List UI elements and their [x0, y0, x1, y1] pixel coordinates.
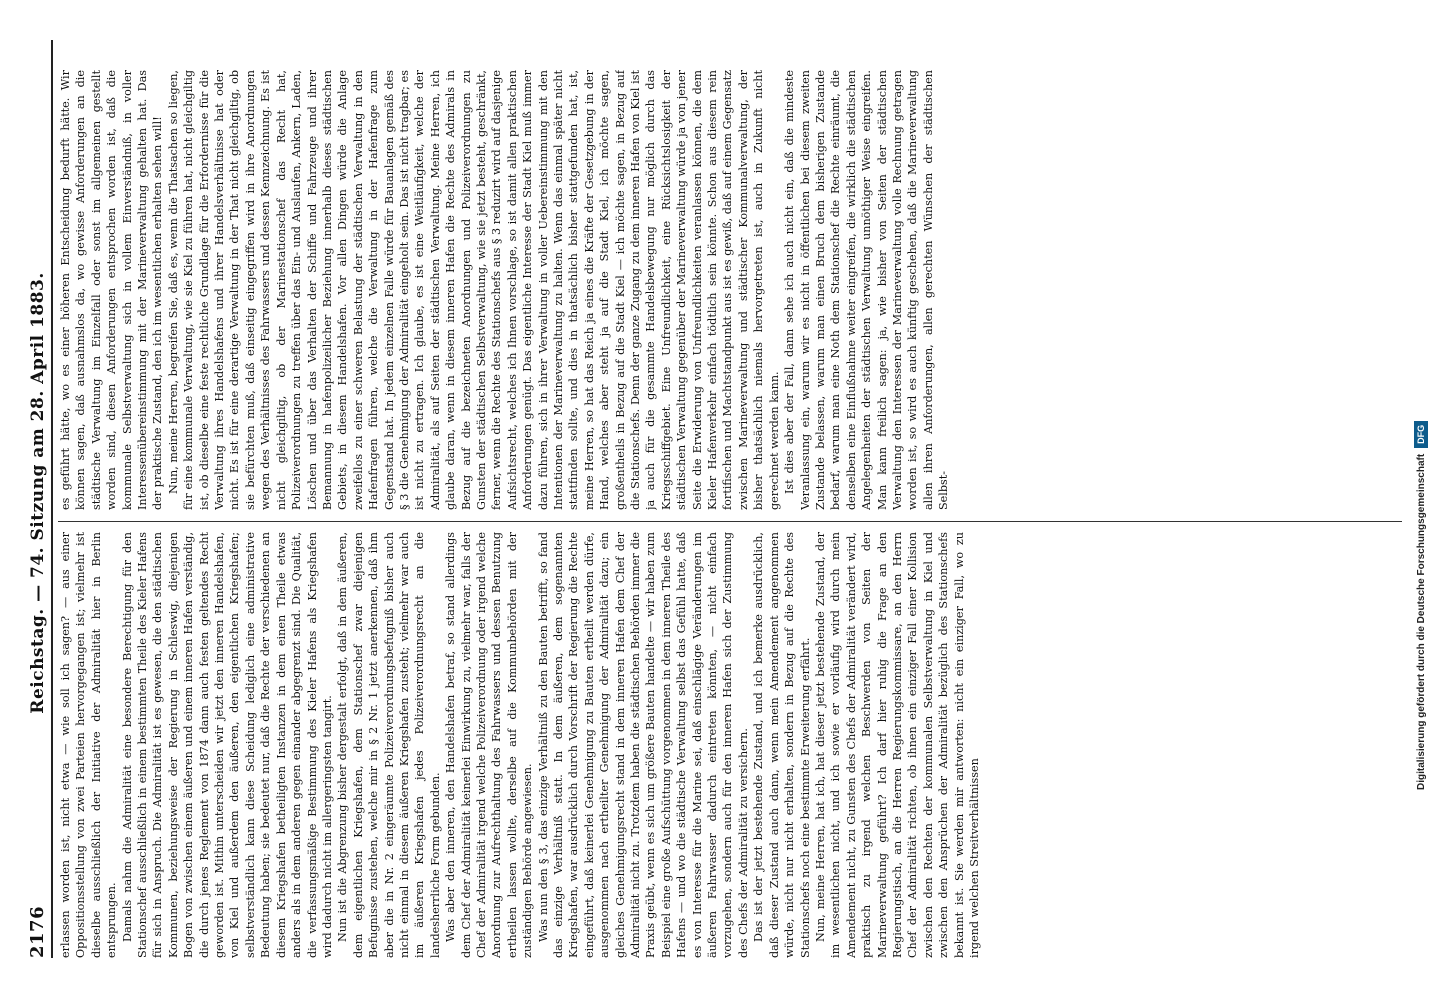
page-header [18, 40, 53, 958]
right-paragraph: Nun, meine Herren, begreifen Sie, daß es, wenn die Thatsachen so liegen, für eine kommunale Verwaltung, wie sie Kiel zu führen hat, nicht gleichgiltig ist, ob dieselbe eine feste rechtliche Grundlage für die Erfordernisse für die Verwaltung ihres Handelshafens und ihrer Handelsverhältnisse hat oder nicht. Es ist für eine derartige Verwaltung in der That nicht gleichgiltig, ob sie befürchten muß, daß einseitig eingegriffen wird in ihre Anordnungen wegen des Verhältnisses des Fahrwassers und dessen Kennzeichnung. Es ist nicht gleichgiltig, ob der Marinestationschef das Recht hat, Polizeiverordnungen zu treffen über das Ein- und Auslaufen, Ankern, Laden, Löschen und über das Verhalten der Schiffe und Fahrzeuge und ihrer Bemannung in hafenpolizeilicher Beziehung innerhalb dieses städtischen Gebiets, in diesem Handelshafen. Vor allen Dingen würde die Anlage zweifellos zu einer schweren Belastung der städtischen Verwaltung in den Hafenfragen führen, welche die Verwaltung in der Hafenfrage zum Gegenstand hat. In jedem einzelnen Falle würde für Bauanlagen gemäß des § 3 die Genehmigung der Admiralität eingeholt sein. Das ist nicht tragbar; es ist nicht zu ertragen. Ich glaube, es ist eine Weitläufigkeit, welche der Admiralität, als auf Seiten der städtischen Verwaltung. Meine Herren, ich glaube daran, wenn in diesem inneren Hafen die Rechte des Admirals in Bezug auf die bezeichneten Anordnungen und Polizeiverordnungen zu Gunsten der städtischen Selbstverwaltung, wie sie jetzt besteht, geschränkt, ferner, wenn die Rechte des Stationschefs aus § 3 reduzirt wird auf dasjenige Aufsichtsrecht, welches ich Ihnen vorschlage, so ist damit allen praktischen Anforderungen genügt. Das eigentliche Interesse der Stadt Kiel muß immer dazu führen, sich in ihrer Verwaltung in voller Uebereinstimmung mit den Intentionen der Marineverwaltung zu halten. Wenn das einmal später nicht stattfinden sollte, und dies in thatsächlich bisher stattgefunden hat, ist, meine Herren, so hat das Reich ja eines die Kräfte der Gesetzgebung in der Hand, welches aber steht ja auf die Stadt Kiel, ich möchte sagen, großentheils in Bezug auf die Stadt Kiel — ich möchte sagen, in Bezug auf die Stationschefs. Denn der ganze Zugang zu dem inneren Hafen von Kiel ist ja auch für die gesammte Handelsbewegung nur möglich durch das Kriegsschiffgebiet. Eine Unfreundlichkeit, eine Rücksichtslosigkeit der städtischen Verwaltung gegenüber der Marineverwaltung würde ja von jener Seite die Erwiderung von Unfreundlichkeiten veranlassen können, die dem Kieler Hafenverkehr einfach tödtlich sein könnte. Schon aus diesem rein fortifischen und Machtstandpunkt aus ist es gewiß, daß auf einem Gegensatz zwischen Marineverwaltung und städtischer Kommunalverwaltung, der bisher thatsächlich niemals hervorgetreten ist, auch in Zukunft nicht gerechnet werden kann. [166, 70, 781, 510]
page-title: Reichstag. — 74. Sitzung am 28. April 1883. [28, 272, 48, 714]
left-paragraph: Nun, meine Herren, hat ich, hat dieser jetzt bestehende Zustand, der im wesentlichen nicht, und ich sowie er vorläufig wird durch mein Amendement nicht, zu Gunsten des Chefs der Admiralität verändert wird, praktisch zu irgend welchen Beschwerden von Seiten der Marineverwaltung geführt? Ich darf hier ruhig die Frage an den Regierungstisch, an die Herren Regierungskommissare, an den Herrn Chef der Admiralität richten, ob ihnen ein einziger Fall einer Kollision zwischen den Rechten der kommunalen Selbstverwaltung in Kiel und zwischen den Ansprüchen der Admiralität bezüglich des Stationschefs bekannt ist. Sie werden mir antworten: nicht ein einziger Fall, wo zu irgend welchen Streitverhältnissen [813, 532, 981, 958]
left-paragraph: Das ist der jetzt bestehende Zustand, und ich bemerke ausdrücklich, daß dieser Zustand auch dann, wenn mein Amendement angenommen würde, nicht nur nicht erhalten, sondern in Bezug auf die Rechte des Stationschefs noch eine bestimmte Erweiterung erfährt. [752, 532, 812, 958]
left-paragraph: Damals nahm die Admiralität eine besondere Berechtigung für den Stationschef ausschließlich in einem bestimmten Theile des Kieler Hafens für sich in Anspruch. Die Admiralität ist es gewesen, die den städtischen Kommunen, beziehungsweise der Regierung in Schleswig, diejenigen Bogen von zwischen einem äußeren und einem inneren Hafen verständig, die durch jenes Reglement von 1874 dann auch festen geltendes Recht geworden ist. Mithin unterscheiden wir jetzt den inneren Handelshafen, von Kiel und außerdem den äußeren, den eigentlichen Kriegshafen; selbstverständlich kann diese Scheidung lediglich eine administrative Bedeutung haben; sie bedeutet nur, daß die Rechte der verschiedenen an diesem Kriegshafen betheiligten Instanzen in dem einen Theile etwas anders als in dem anderen gegen einander abgegrenzt sind. Die Qualität, die verfassungsmäßige Bestimmung des Kieler Hafens als Kriegshafen wird dadurch nicht im allergeringsten tangirt. [120, 532, 334, 958]
left-column [58, 532, 1402, 958]
right-paragraph: es geführt hätte, wo es einer höheren Entscheidung bedurft hätte. Wir können sagen, daß ausnahmslos da, wo gewisse Anforderungen an die städtische Verwaltung im Einzelfall oder sonst im allgemeinen gestellt worden sind, diesen Anforderungen entsprochen worden ist, daß die kommunale Selbstverwaltung sich in vollem Einverständniß, in voller Interessenübereinstimmung mit der Marineverwaltung gehalten hat. Das der praktische Zustand, den ich im wesentlichen erhalten sehen will! [59, 70, 165, 510]
left-paragraph: Was nun den § 3, das einzige Verhältniß zu den Bauten betrifft, so fand das einzige Verhältniß statt. In dem äußeren, dem sogenannten Kriegshafen, war ausdrücklich durch Vorschrift der Regierung die Rechte eingeführt, daß keinerlei Genehmigung zu Bauten ertheilt werden dürfe, ausgenommen nach ertheilter Genehmigung der Admiralität dazu; ein gleiches Genehmigungsrecht stand in dem inneren Hafen dem Chef der Admiralität nicht zu. Trotzdem haben die städtischen Behörden immer die Praxis geübt, wenn es sich um größere Bauten handelte — wir haben zum Beispiel eine große Aufschüttung vorgenommen in dem inneren Theile des Hafens — und wo die städtische Verwaltung selbst das Gefühl hatte, daß es von Interesse für die Marine sei, daß einschlägige Veränderungen im äußeren Fahrwasser dadurch eintreten könnten, — nicht einfach vorzugehen, sondern auch für den inneren Hafen sich der Zustimmung des Chefs der Admiralität zu versichern. [536, 532, 750, 958]
left-paragraph: Nun ist die Abgrenzung bisher dergestalt erfolgt, daß in dem äußeren, dem eigentlichen Kriegshafen, dem Stationschef zwar diejenigen Befugnisse zustehen, welche mir in § 2 Nr. 1 jetzt anerkennen, daß ihm aber die in Nr. 2 eingeräumte Polizeiverordnungsbefugniß bisher auch nicht einmal in diesem äußeren Kriegshafen zusteht; vielmehr war auch im äußeren Kriegshafen jedes Polizeiverordnungsrecht an die landesherrliche Form gebunden. [336, 532, 442, 958]
digitization-stamp [1413, 50, 1429, 790]
right-paragraph: Ist dies aber der Fall, dann sehe ich auch nicht ein, daß die mindeste Veranlassung ein, warum wir es nicht in öffentlichen bei diesem zweiten Zustande belassen, warum man einen Bruch dem bisherigen Zustande bedarf, warum man eine Noth dem Stationschef die Rechte einräumt, die denselben eine Einflußnahme weiter eingreifen, die wirklich die städtischen Angelegenheiten der städtischen Verwaltung unnöthiger Weise eingreifen. Man kann freilich sagen: ja, wie bisher von Seiten der städtischen Verwaltung den Interessen der Marineverwaltung volle Rechnung getragen worden ist, so wird es auch künftig geschehen, daß die Marineverwaltung allen ihren Anforderungen, allen gerechten Wünschen der städtischen Selbst- [783, 70, 951, 510]
page-number: 2176 [27, 905, 48, 958]
stamp-text: Digitalisierung gefördert durch die Deutsche Forschungsgemeinschaft [1415, 453, 1427, 790]
left-paragraph: erlassen worden ist, nicht etwa — wie soll ich sagen? — aus einer Oppositionsstellung von zwei Parteien hervorgegangen ist; vielmehr ist dieselbe ausschließlich der Initiative der Admiralität hier in Berlin entsprungen. [59, 532, 119, 958]
right-column [58, 70, 1402, 510]
dfg-logo: DFG [1414, 421, 1428, 448]
left-paragraph: Was aber den inneren, den Handelshafen betraf, so stand allerdings dem Chef der Admiralität keinerlei Einwirkung zu, vielmehr war, falls der Chef der Admiralität irgend welche Polizeiverordnung oder irgend welche Anordnung zur Aufrechthaltung des Fahrwassers und dessen Benutzung ertheilen lassen wollte, derselbe auf die Kommunbehörden mit der zuständigen Behörde angewiesen. [444, 532, 535, 958]
column-divider [58, 521, 1402, 522]
